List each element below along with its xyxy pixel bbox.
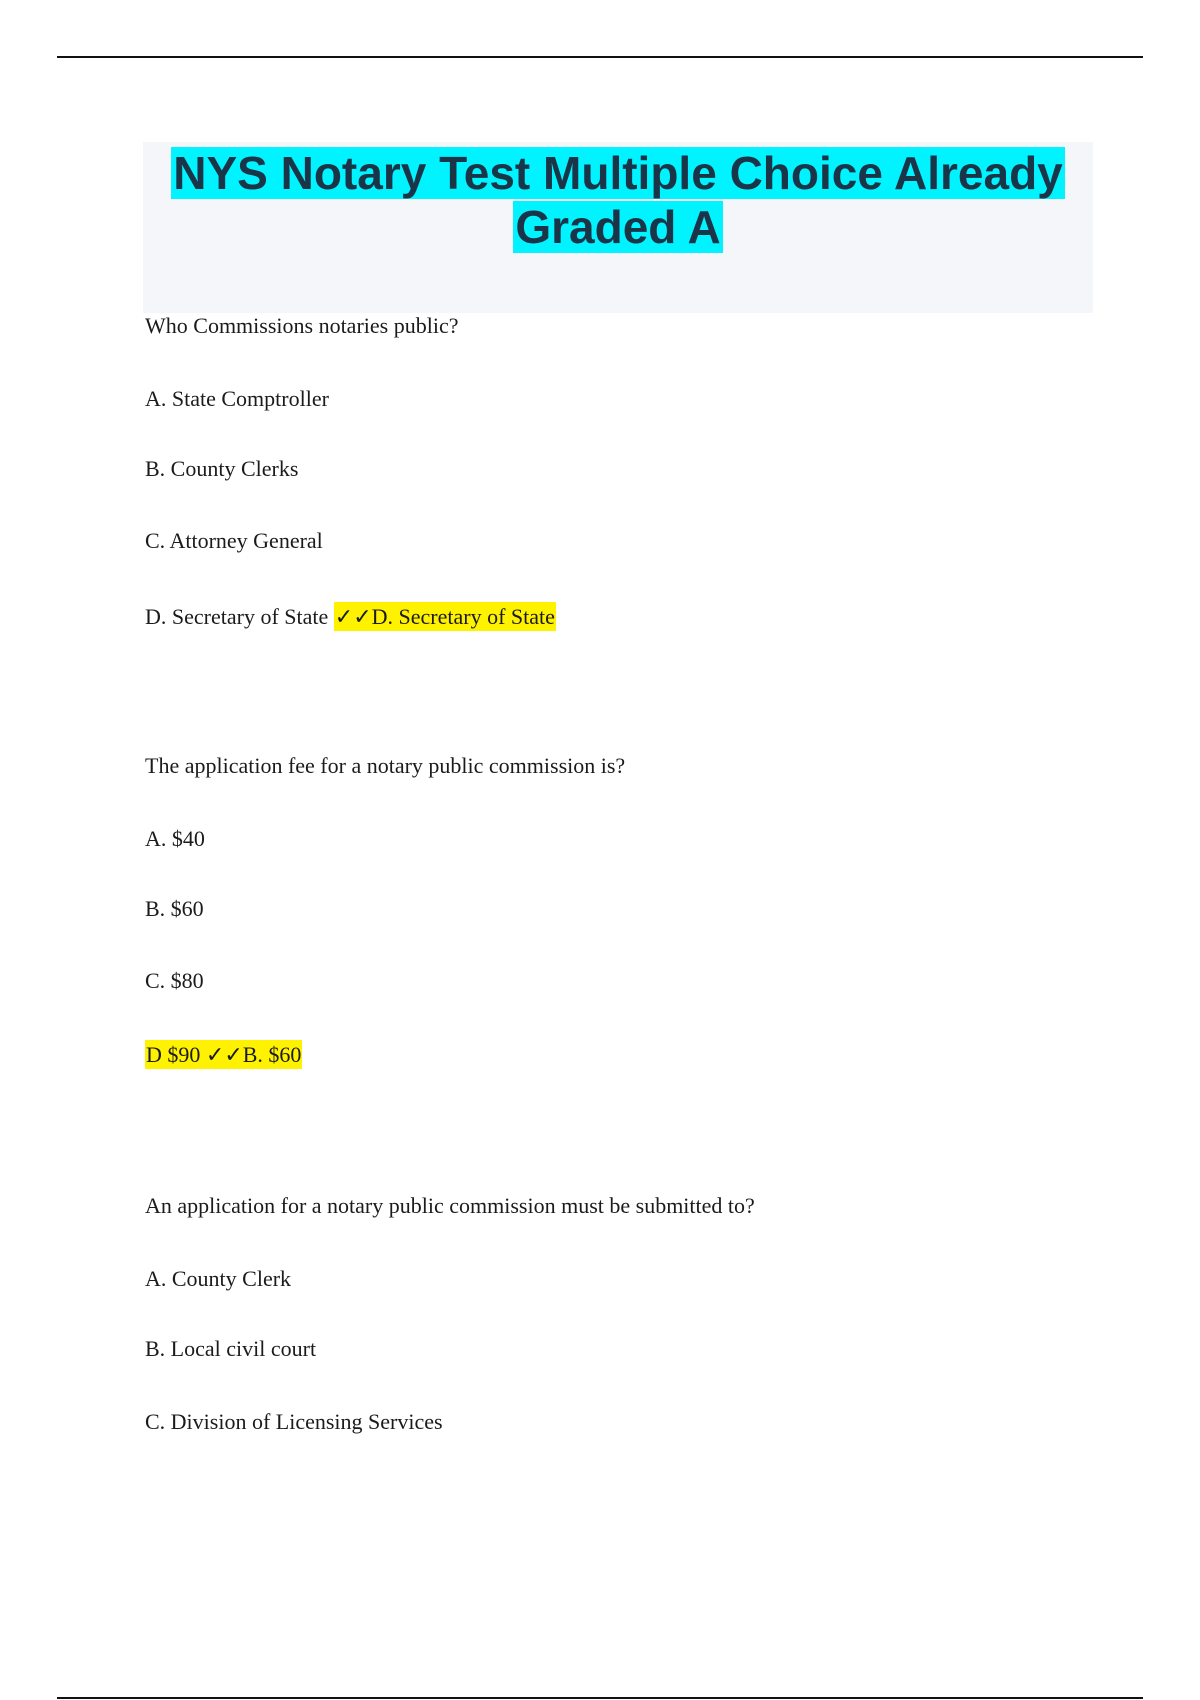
question-2-text: The application fee for a notary public commission is? xyxy=(145,753,626,778)
question-1-option-d: D. Secretary of State xyxy=(145,604,334,629)
question-1-option-d-row xyxy=(145,603,556,631)
question-1-option-c: C. Attorney General xyxy=(145,528,323,553)
question-2-option-a: A. $40 xyxy=(145,826,205,851)
top-rule xyxy=(57,56,1143,58)
title-line-2: Graded A xyxy=(515,201,721,253)
title-line-1: NYS Notary Test Multiple Choice Already xyxy=(173,147,1063,199)
question-3-text: An application for a notary public commission must be submitted to? xyxy=(145,1193,755,1218)
question-1-text: Who Commissions notaries public? xyxy=(145,313,459,338)
question-1-option-a: A. State Comptroller xyxy=(145,386,329,411)
bottom-rule xyxy=(57,1697,1143,1699)
question-2-answer: D $90 ✓✓B. $60 xyxy=(146,1042,302,1067)
question-2-option-c: C. $80 xyxy=(145,968,204,993)
question-3-option-c: C. Division of Licensing Services xyxy=(145,1409,443,1434)
question-3-option-b: B. Local civil court xyxy=(145,1336,317,1361)
question-1-answer: ✓✓D. Secretary of State xyxy=(334,604,555,629)
question-1-option-b: B. County Clerks xyxy=(145,456,299,481)
question-2-option-b: B. $60 xyxy=(145,896,204,921)
document-title xyxy=(143,142,1093,254)
question-2-answer-row xyxy=(145,1041,302,1069)
question-3-option-a: A. County Clerk xyxy=(145,1266,292,1291)
title-block xyxy=(143,142,1093,313)
